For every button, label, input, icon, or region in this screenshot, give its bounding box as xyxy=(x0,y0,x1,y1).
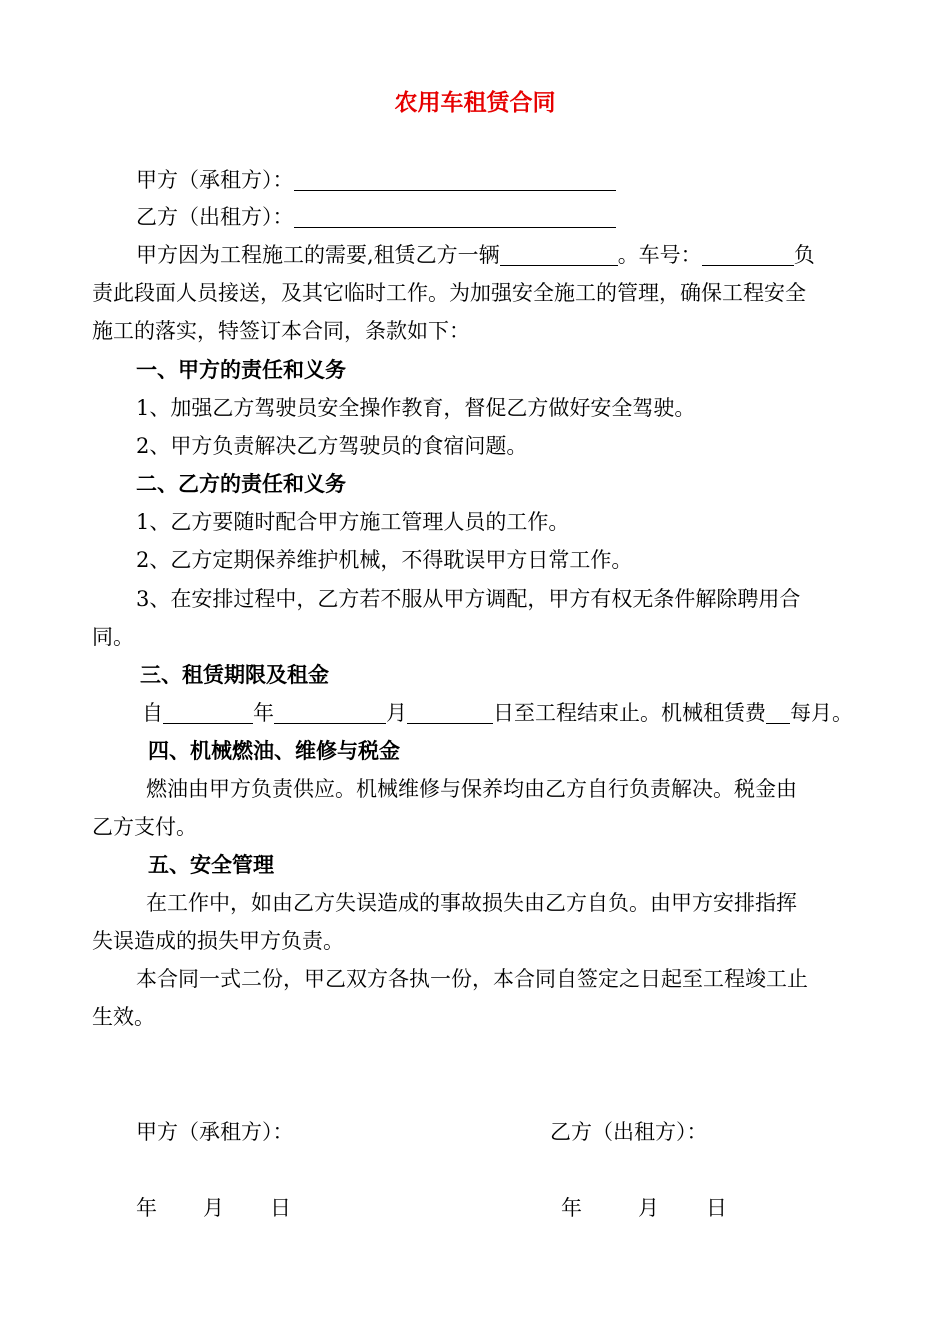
signature-a-month: 月 xyxy=(203,1196,224,1220)
start-month-blank[interactable] xyxy=(274,701,386,724)
month-label: 月 xyxy=(386,701,407,725)
intro-text-a: 甲方因为工程施工的需要,租赁乙方一辆 xyxy=(136,243,500,267)
section-4-line-1: 燃油由甲方负责供应。机械维修与保养均由乙方自行负责解决。税金由 xyxy=(146,777,797,801)
per-month-label: 每月。 xyxy=(790,701,853,725)
party-b-line xyxy=(136,203,616,231)
section-4-line-2: 乙方支付。 xyxy=(92,815,197,839)
section-5-heading: 五、安全管理 xyxy=(148,853,274,877)
section-2-heading: 二、乙方的责任和义务 xyxy=(136,472,346,496)
party-a-line xyxy=(136,166,616,194)
section-4-heading: 四、机械燃油、维修与税金 xyxy=(148,739,400,763)
section-2-item-1: 1、乙方要随时配合甲方施工管理人员的工作。 xyxy=(136,510,570,534)
section-3-heading: 三、租赁期限及租金 xyxy=(140,663,329,687)
document-title: 农用车租赁合同 xyxy=(394,90,556,116)
year-label: 年 xyxy=(253,701,274,725)
party-a-label: 甲方（承租方）： xyxy=(136,168,294,192)
from-label: 自 xyxy=(142,701,163,725)
start-day-blank[interactable] xyxy=(407,701,493,724)
intro-line-2: 责此段面人员接送，及其它临时工作。为加强安全施工的管理，确保工程安全 xyxy=(92,281,806,305)
intro-line-3: 施工的落实，特签订本合同，条款如下： xyxy=(92,319,470,343)
party-b-label: 乙方（出租方）： xyxy=(136,205,294,229)
term-text: 日至工程结束止。机械租赁费 xyxy=(493,701,766,725)
closing-line-2: 生效。 xyxy=(92,1005,155,1029)
section-5-line-1: 在工作中，如由乙方失误造成的事故损失由乙方自负。由甲方安排指挥 xyxy=(146,891,797,915)
signature-a-day: 日 xyxy=(270,1196,291,1220)
section-2-item-3: 3、在安排过程中，乙方若不服从甲方调配，甲方有权无条件解除聘用合 xyxy=(136,587,801,611)
intro-text-c: 负 xyxy=(793,243,815,267)
signature-party-a: 甲方（承租方）： xyxy=(136,1120,294,1144)
section-2-item-3-cont: 同。 xyxy=(92,625,134,649)
signature-b-day: 日 xyxy=(706,1196,727,1220)
vehicle-blank[interactable] xyxy=(500,243,618,266)
section-5-line-2: 失误造成的损失甲方负责。 xyxy=(92,929,344,953)
intro-text-b: 。车号： xyxy=(617,243,702,267)
closing-line-1: 本合同一式二份，甲乙双方各执一份，本合同自签定之日起至工程竣工止 xyxy=(136,967,808,991)
signature-b-year: 年 xyxy=(561,1196,582,1220)
start-year-blank[interactable] xyxy=(163,701,253,724)
rent-fee-blank[interactable] xyxy=(766,701,790,724)
signature-a-year: 年 xyxy=(136,1196,157,1220)
section-1-heading: 一、甲方的责任和义务 xyxy=(136,358,346,382)
intro-line-1 xyxy=(136,241,815,269)
signature-b-month: 月 xyxy=(638,1196,659,1220)
party-a-blank[interactable] xyxy=(294,168,616,191)
section-2-item-2: 2、乙方定期保养维护机械，不得耽误甲方日常工作。 xyxy=(136,548,633,572)
section-3-terms xyxy=(142,699,853,727)
signature-party-b: 乙方（出租方）： xyxy=(550,1120,708,1144)
section-1-item-2: 2、甲方负责解决乙方驾驶员的食宿问题。 xyxy=(136,434,528,458)
section-1-item-1: 1、加强乙方驾驶员安全操作教育，督促乙方做好安全驾驶。 xyxy=(136,396,696,420)
plate-number-blank[interactable] xyxy=(702,243,794,266)
party-b-blank[interactable] xyxy=(294,205,616,228)
